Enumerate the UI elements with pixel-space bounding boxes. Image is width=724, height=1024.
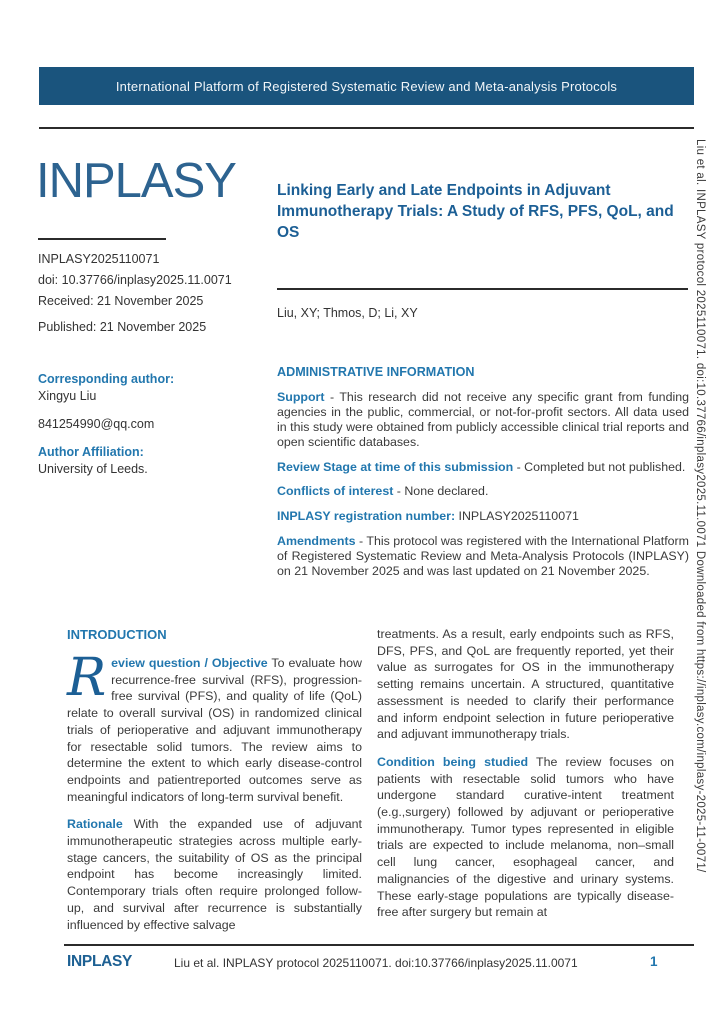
footer-page-number: 1 — [650, 954, 658, 969]
authors-line: Liu, XY; Thmos, D; Li, XY — [277, 306, 418, 320]
conflicts-text: - None declared. — [393, 484, 489, 499]
received-date: Received: 21 November 2025 — [38, 294, 204, 308]
condition-label: Condition being studied — [377, 754, 529, 769]
condition-paragraph — [377, 754, 674, 921]
article-title: Linking Early and Late Endpoints in Adjuvant Immunotherapy Trials: A Study of RFS, PFS, QoL, and OS — [277, 182, 674, 241]
support-label: Support — [277, 389, 325, 404]
registration-id: INPLASY2025110071 — [38, 252, 160, 266]
objective-label: eview question / Objective — [111, 656, 268, 670]
support-text: - This research did not receive any specific grant from funding agencies in the public, commercial, or not-for-profit sectors. All data used in this study were obtained from publicly accessible clinical trial reports and open scientific databases. — [277, 389, 689, 449]
introduction-heading: INTRODUCTION — [67, 627, 167, 642]
authors-divider — [277, 288, 688, 290]
registration-number-text: INPLASY2025110071 — [455, 509, 579, 524]
introduction-column-right — [377, 626, 674, 932]
amendments-label: Amendments — [277, 534, 356, 549]
review-stage-label: Review Stage at time of this submission — [277, 459, 514, 474]
support-paragraph — [277, 390, 689, 450]
rationale-label: Rationale — [67, 817, 123, 832]
footer-citation: Liu et al. INPLASY protocol 2025110071. doi:10.37766/inplasy2025.11.0071 — [174, 956, 578, 970]
vertical-citation: Liu et al. INPLASY protocol 2025110071. doi:10.37766/inplasy2025.11.0071 Downloaded from https://inplasy.com/inplasy-2025-11-0071/ — [694, 139, 706, 873]
amendments-paragraph — [277, 534, 689, 579]
objective-paragraph — [67, 648, 363, 805]
inplasy-logo: INPLASY — [36, 154, 236, 208]
introduction-column-left — [67, 648, 363, 944]
registration-number-paragraph — [277, 509, 689, 524]
dropcap-letter: R — [67, 648, 107, 708]
affiliation-label: Author Affiliation: — [38, 445, 144, 459]
logo-divider — [38, 238, 166, 240]
rationale-continuation-paragraph: treatments. As a result, early endpoints such as RFS, DFS, PFS, and QoL are frequently reported, yet their value as surrogates for OS in the immunotherapy setting remains uncertain. A structured, quantitative assessment is needed to clarify their performance and inform endpoint selection in future perioperative and adjuvant immunotherapy trials. — [377, 627, 674, 742]
condition-text: The review focuses on patients with resectable solid tumors who have undergone standard curative-intent treatment (e.g.,surgery) followed by adjuvant or perioperative immunotherapy. Tumor types represented in eligible trials are expected to include melanoma, non–small cell lung cancer, esophageal cancer, and malignancies of the digestive and urinary systems. These early-stage populations are typically disease-free after surgery but remain at — [377, 754, 674, 920]
corresponding-author-label: Corresponding author: — [38, 372, 175, 386]
platform-banner-text: International Platform of Registered Systematic Review and Meta-analysis Protocols — [115, 78, 618, 94]
registration-number-label: INPLASY registration number: — [277, 509, 456, 524]
published-date: Published: 21 November 2025 — [38, 320, 207, 334]
review-stage-paragraph — [277, 460, 689, 475]
conflicts-label: Conflicts of interest — [277, 484, 394, 499]
registration-meta — [38, 249, 273, 338]
conflicts-paragraph — [277, 484, 689, 499]
corresponding-author-block — [38, 371, 273, 478]
footer-logo: INPLASY — [67, 953, 133, 970]
rationale-text: With the expanded use of adjuvant immunotherapeutic strategies across multiple early-stage cancers, the suitability of OS as the principal endpoint has become increasingly limited. Contemporary trials often require prolonged follow-up, and survival after recurrence is substantially influenced by effective salvage — [67, 817, 362, 932]
amendments-text: - This protocol was registered with the International Platform of Registered Systematic Review and Meta-Analysis Protocols (INPLASY) on 21 November 2025 and was last updated on 21 November 2025. — [277, 534, 689, 579]
objective-text: To evaluate how recurrence-free survival (RFS), progression-free survival (PFS), and quality of life (QoL) relate to overall survival (OS) in randomized clinical trials of perioperative and adjuvant immunotherapy for resectable solid tumors. The review aims to determine the extent to which early disease-control endpoints and patientreported outcomes serve as meaningful indicators of long-term survival benefit. — [67, 656, 363, 804]
affiliation-value: University of Leeds. — [38, 462, 148, 476]
platform-banner — [39, 67, 694, 105]
corresponding-author-name: Xingyu Liu — [38, 389, 97, 403]
doi-line: doi: 10.37766/inplasy2025.11.0071 — [38, 273, 232, 287]
footer-divider — [64, 944, 694, 946]
header-divider — [39, 127, 694, 129]
rationale-paragraph — [67, 816, 362, 933]
corresponding-author-email: 841254990@qq.com — [38, 417, 155, 431]
review-stage-text: - Completed but not published. — [513, 459, 686, 474]
admin-heading: ADMINISTRATIVE INFORMATION — [277, 365, 475, 379]
administrative-information-section — [277, 365, 689, 589]
